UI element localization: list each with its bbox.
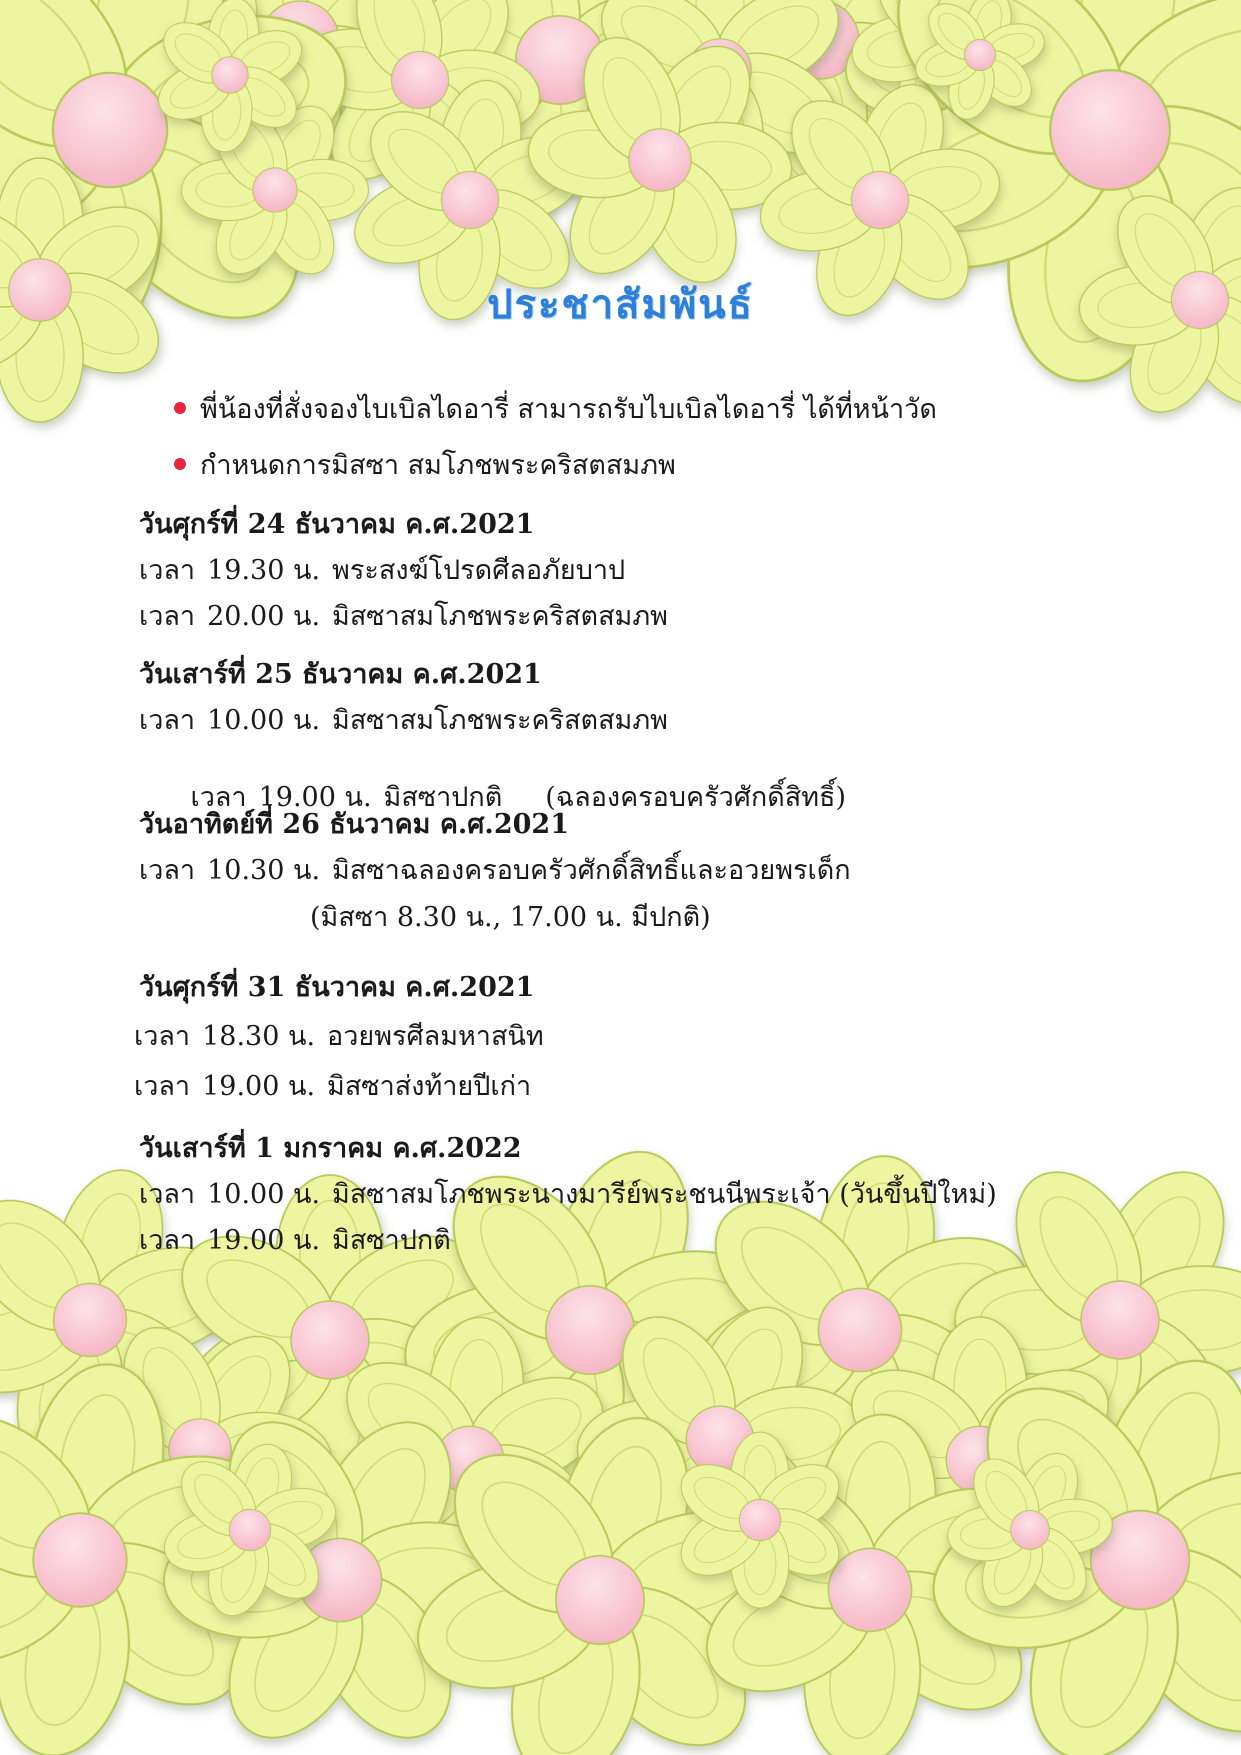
event-description: มิสซาปกติ (ฉลองครอบครัวศักดิ์สิทธิ์) — [383, 782, 847, 813]
schedule-day-heading: วันเสาร์ที่ 25 ธันวาคม ค.ศ.2021 — [139, 659, 542, 690]
event-description: มิสซาฉลองครอบครัวศักดิ์สิทธิ์และอวยพรเด็ก — [332, 855, 851, 886]
time-label: เวลา — [134, 1071, 191, 1102]
time-label: เวลา — [139, 1225, 196, 1256]
time-value: 19.00 น. — [202, 1071, 316, 1102]
time-value: 19.00 น. — [258, 782, 372, 813]
schedule-day-heading: วันศุกร์ที่ 24 ธันวาคม ค.ศ.2021 — [139, 509, 535, 540]
time-value: 10.30 น. — [207, 855, 321, 886]
event-description: พระสงฆ์โปรดศีลอภัยบาป — [332, 555, 626, 586]
time-label: เวลา — [139, 555, 196, 586]
time-value: 10.00 น. — [207, 1179, 321, 1210]
schedule-item — [139, 548, 625, 591]
schedule-item — [139, 1172, 997, 1215]
time-value: 20.00 น. — [207, 601, 321, 632]
time-value: 19.00 น. — [207, 1225, 321, 1256]
bullet-icon — [174, 402, 186, 414]
event-description: มิสซาปกติ — [332, 1225, 451, 1256]
page-title: ประชาสัมพันธ์ — [487, 282, 754, 328]
schedule-item — [134, 1064, 531, 1107]
time-label: เวลา — [139, 601, 196, 632]
announcement-text: พี่น้องที่สั่งจองไบเบิลไดอารี่ สามารถรับไบเบิลไดอารี่ ได้ที่หน้าวัด — [200, 394, 937, 425]
schedule-item — [139, 1218, 451, 1261]
announcement-item-bible-diary — [174, 387, 937, 430]
schedule-note: (มิสซา 8.30 น., 17.00 น. มีปกติ) — [310, 902, 711, 933]
schedule-day-heading: วันเสาร์ที่ 1 มกราคม ค.ศ.2022 — [139, 1133, 522, 1164]
announcement-text: กำหนดการมิสซา สมโภชพระคริสตสมภพ — [200, 450, 676, 481]
event-description: อวยพรศีลมหาสนิท — [327, 1021, 544, 1052]
time-value: 19.30 น. — [207, 555, 321, 586]
event-description: มิสซาสมโภชพระนางมารีย์พระชนนีพระเจ้า (วันขึ้นปีใหม่) — [332, 1179, 997, 1210]
time-value: 18.30 น. — [202, 1021, 316, 1052]
event-description: มิสซาสมโภชพระคริสตสมภพ — [332, 601, 668, 632]
announcement-item-mass-schedule — [174, 443, 676, 486]
time-value: 10.00 น. — [207, 705, 321, 736]
schedule-item — [139, 594, 668, 637]
schedule-day-heading: วันศุกร์ที่ 31 ธันวาคม ค.ศ.2021 — [139, 972, 535, 1003]
event-description: มิสซาส่งท้ายปีเก่า — [327, 1071, 532, 1102]
time-label: เวลา — [139, 1179, 196, 1210]
time-label: เวลา — [190, 782, 247, 813]
schedule-item — [134, 1014, 544, 1057]
bullet-icon — [174, 458, 186, 470]
time-label: เวลา — [134, 1021, 191, 1052]
schedule-day-heading: วันอาทิตย์ที่ 26 ธันวาคม ค.ศ.2021 — [139, 809, 569, 840]
schedule-item — [139, 698, 668, 741]
time-label: เวลา — [139, 855, 196, 886]
event-description: มิสซาสมโภชพระคริสตสมภพ — [332, 705, 668, 736]
schedule-item — [139, 848, 851, 891]
time-label: เวลา — [139, 705, 196, 736]
